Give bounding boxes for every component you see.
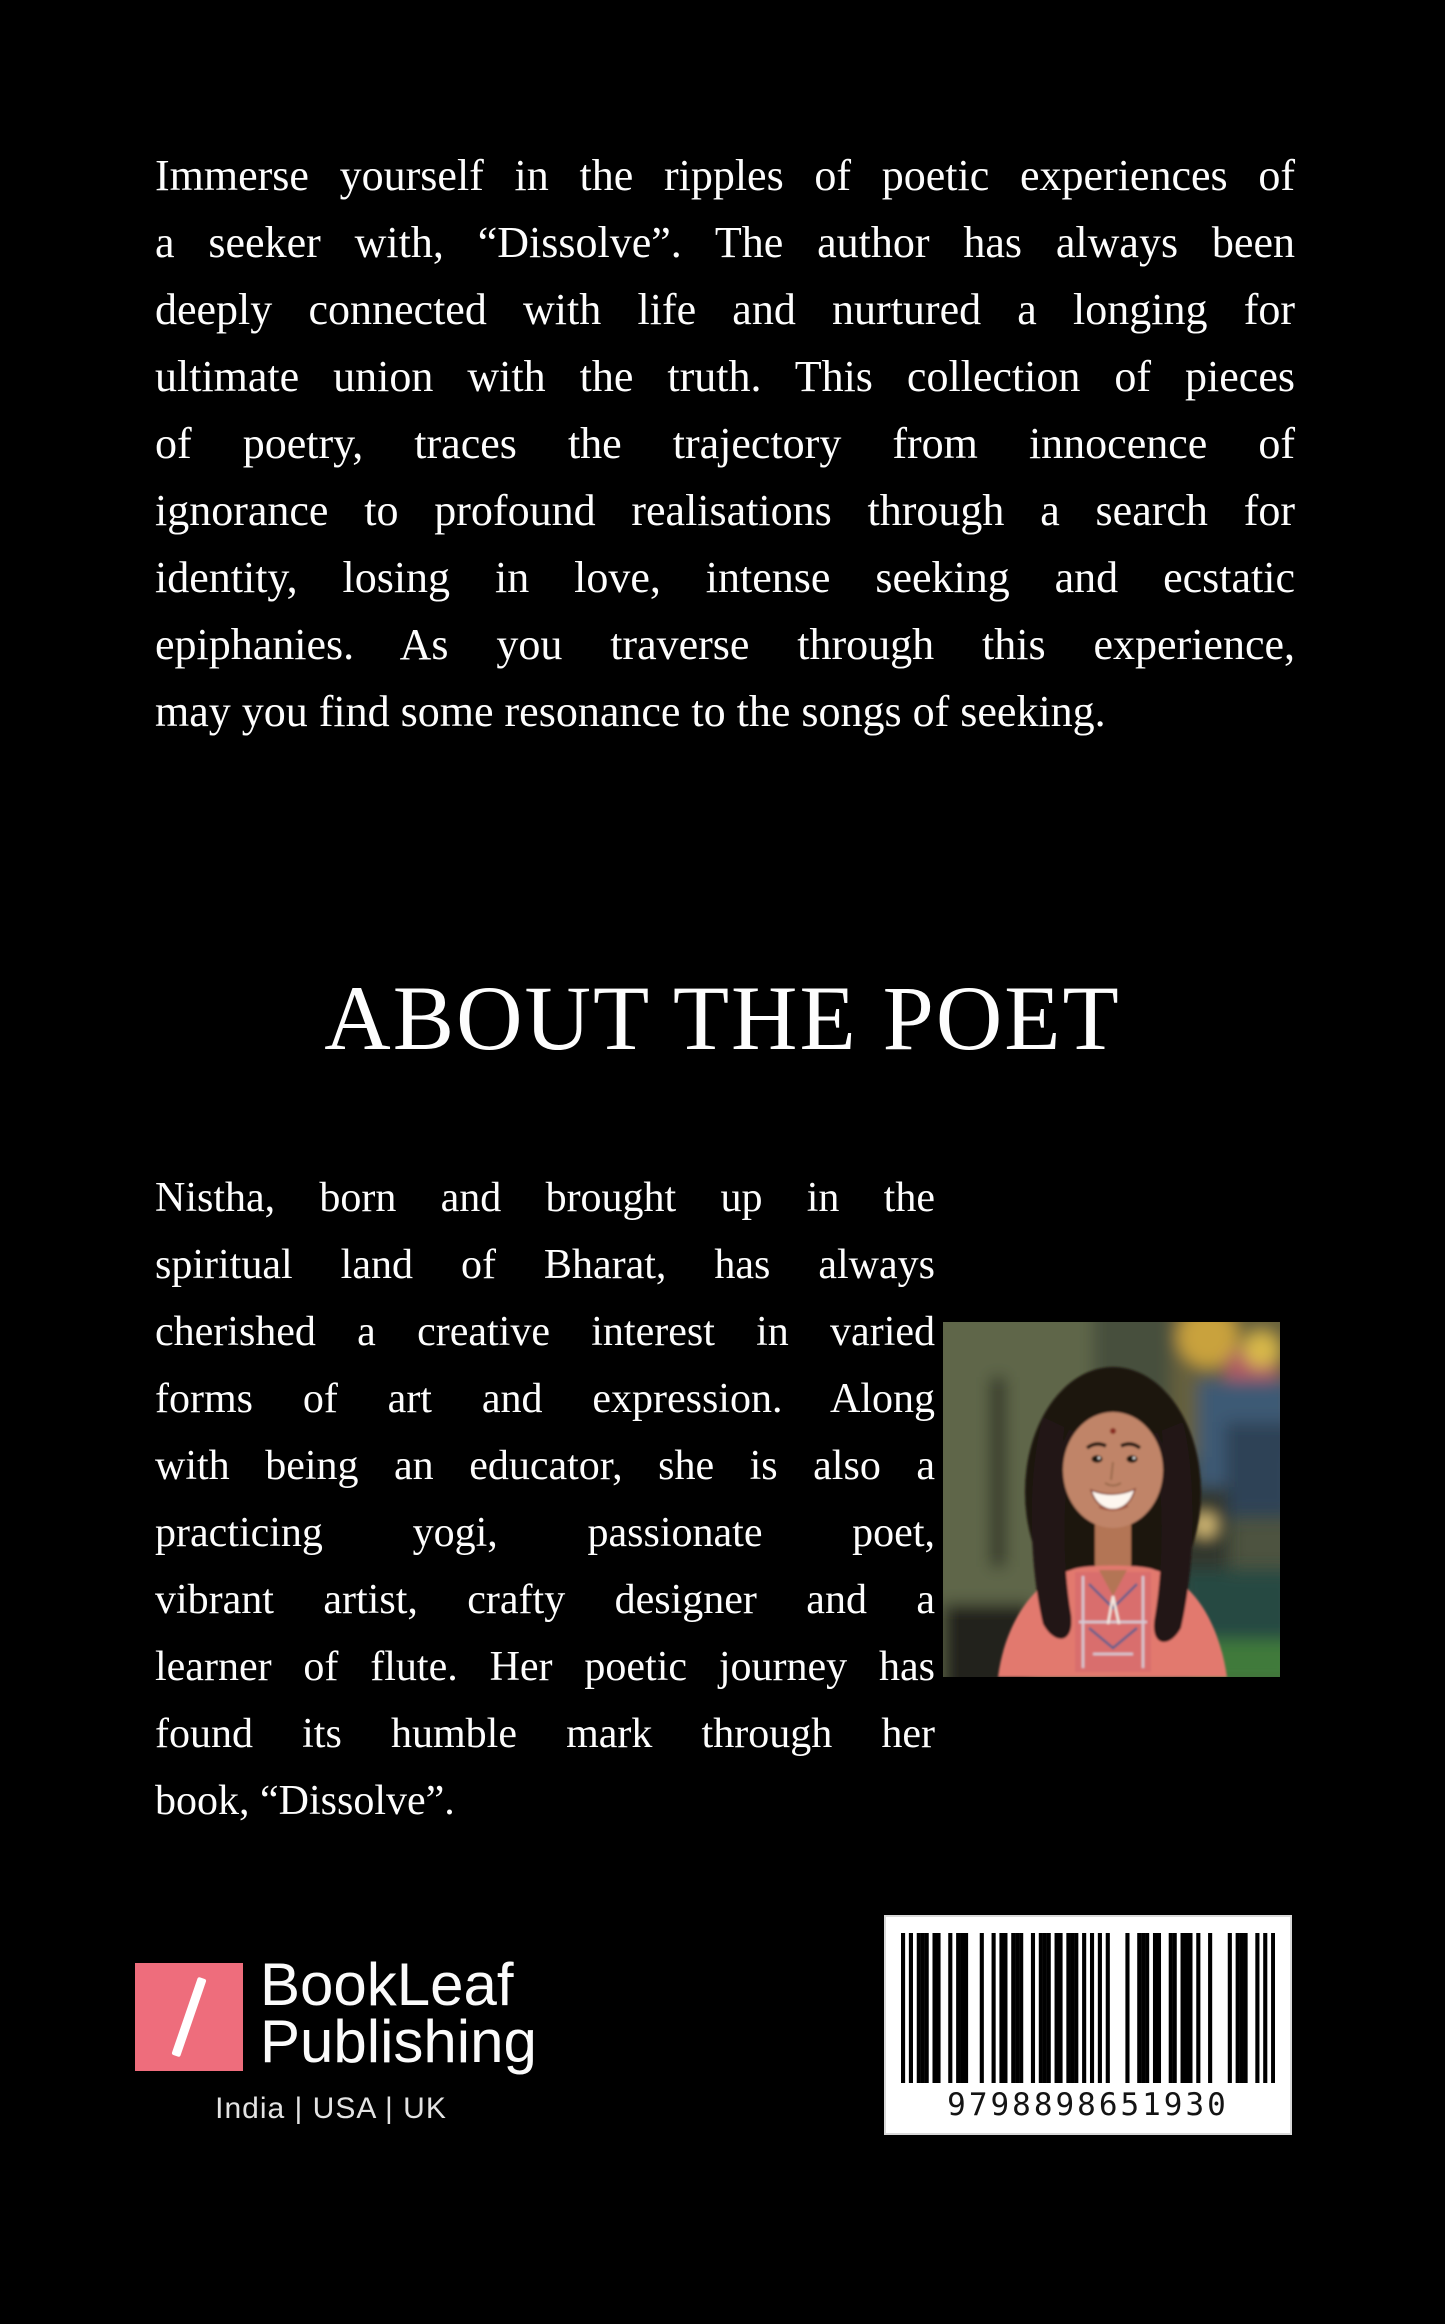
publisher-name-line2: Publishing <box>260 2008 537 2075</box>
synopsis-line: ignorance to profound realisations through a search for <box>155 486 1295 535</box>
synopsis-line: epiphanies. As you traverse through this experience, <box>155 620 1295 669</box>
author-portrait-illustration <box>943 1322 1280 1677</box>
about-poet-line: practicing yogi, passionate poet, <box>155 1510 935 1556</box>
barcode <box>884 1915 1292 2135</box>
about-poet-line: Nistha, born and brought up in the <box>155 1175 935 1221</box>
about-poet-line: vibrant artist, crafty designer and a <box>155 1577 935 1623</box>
publisher-name <box>260 1951 537 2075</box>
publisher-regions: India | USA | UK <box>215 2092 447 2125</box>
synopsis-line: may you find some resonance to the songs of seeking. <box>155 687 1106 736</box>
synopsis-line: Immerse yourself in the ripples of poetic experiences of <box>155 151 1295 200</box>
author-photo <box>943 1322 1280 1677</box>
synopsis-line: of poetry, traces the trajectory from innocence of <box>155 419 1295 468</box>
synopsis-line: a seeker with, “Dissolve”. The author has always been <box>155 218 1295 267</box>
about-poet-line: learner of flute. Her poetic journey has <box>155 1644 935 1690</box>
about-poet-line: cherished a creative interest in varied <box>155 1309 935 1355</box>
synopsis-paragraph <box>155 142 1295 745</box>
slash-icon <box>171 1977 206 2057</box>
barcode-number: 9798898651930 <box>947 2087 1229 2123</box>
about-poet-line: spiritual land of Bharat, has always <box>155 1242 935 1288</box>
barcode-bars <box>901 1933 1275 2083</box>
about-poet-line: forms of art and expression. Along <box>155 1376 935 1422</box>
synopsis-line: deeply connected with life and nurtured a longing for <box>155 285 1295 334</box>
publisher-logo-mark <box>135 1963 243 2071</box>
publisher-name-line1: BookLeaf <box>260 1951 514 2018</box>
about-poet-line: book, “Dissolve”. <box>155 1778 455 1824</box>
about-poet-line: with being an educator, she is also a <box>155 1443 935 1489</box>
about-poet-paragraph <box>155 1165 935 1835</box>
about-the-poet-heading: ABOUT THE POET <box>324 967 1121 1069</box>
synopsis-line: ultimate union with the truth. This collection of pieces <box>155 352 1295 401</box>
about-poet-line: found its humble mark through her <box>155 1711 935 1757</box>
synopsis-line: identity, losing in love, intense seeking and ecstatic <box>155 553 1295 602</box>
